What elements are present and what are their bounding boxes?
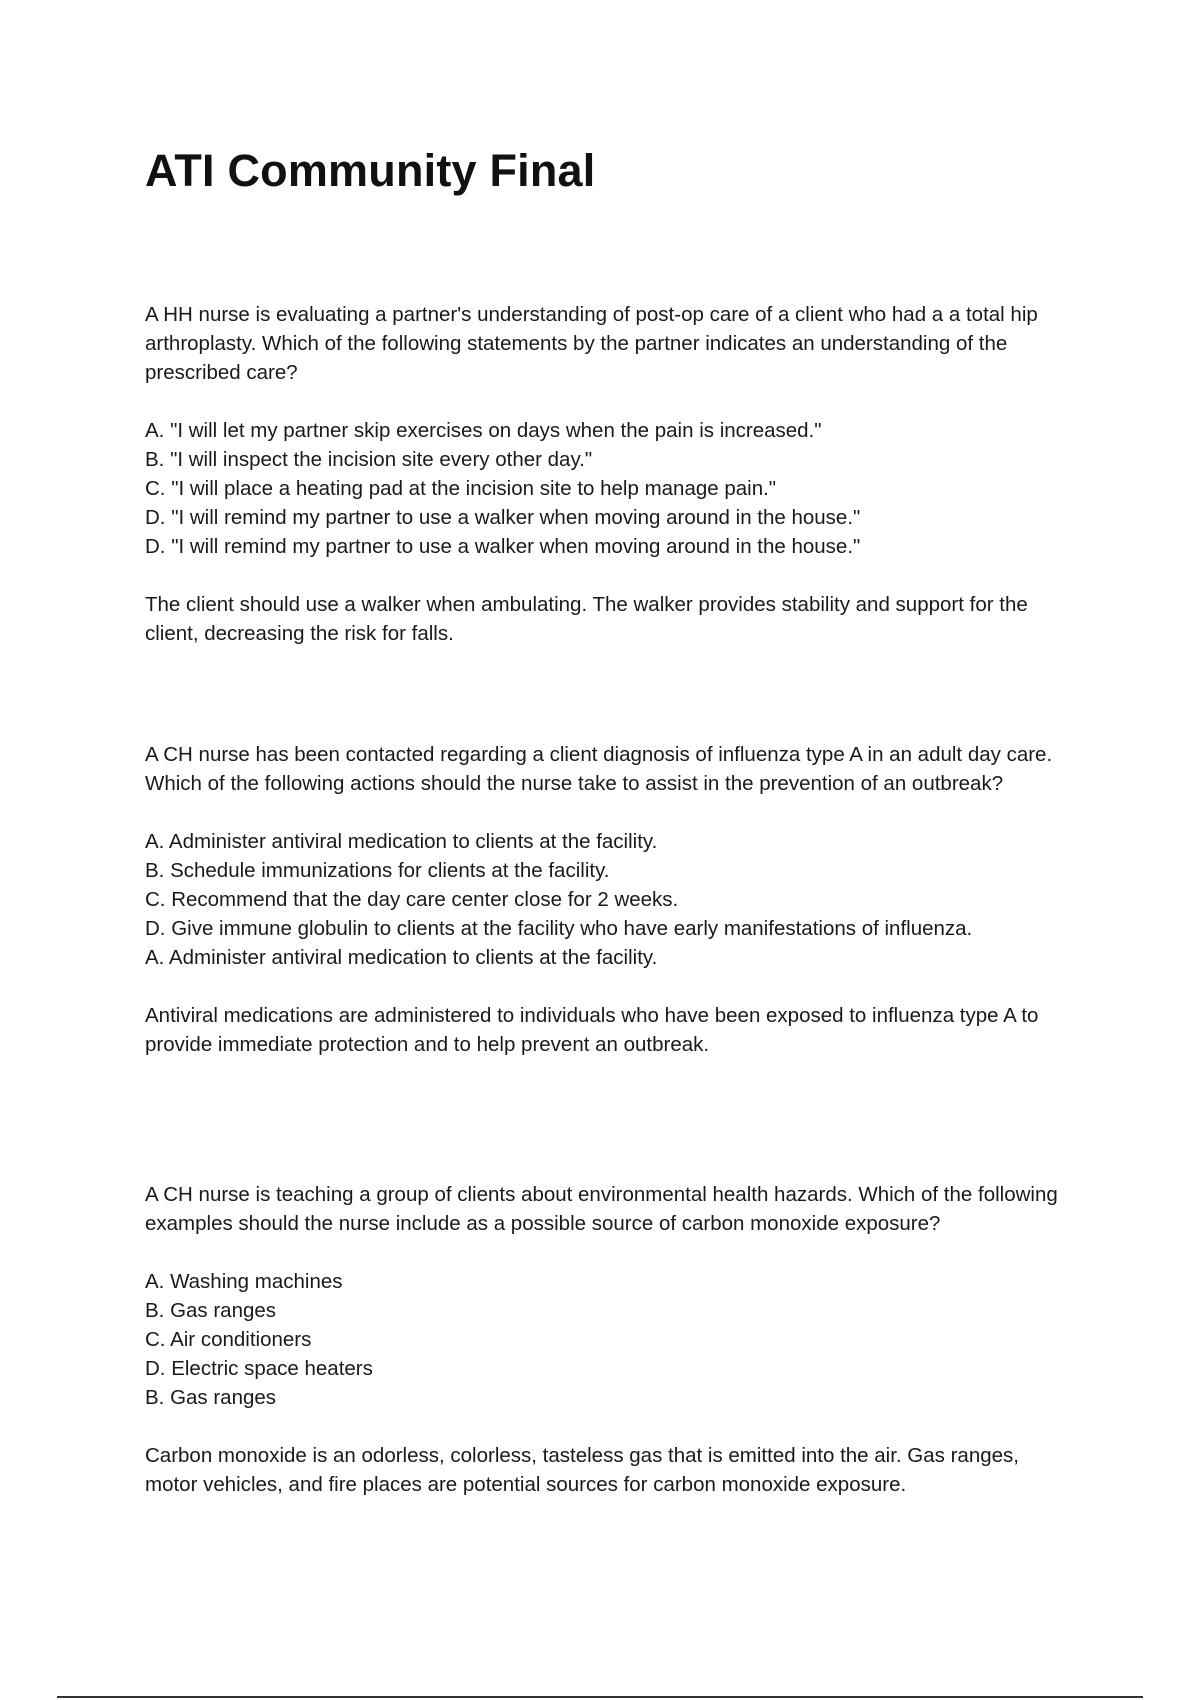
option-item: B. Schedule immunizations for clients at the facility. [145,859,610,882]
question-block [145,1180,1065,1499]
option-list [145,416,1065,561]
option-item: B. Gas ranges [145,1299,277,1322]
document-title: ATI Community Final [145,145,596,196]
option-item: C. "I will place a heating pad at the incision site to help manage pain." [145,477,777,500]
option-item: D. "I will remind my partner to use a walker when moving around in the house." [145,506,861,529]
option-item: A. Washing machines [145,1270,343,1293]
rationale-text: Antiviral medications are administered to individuals who have been exposed to influenza type A to provide immediate protection and to help prevent an outbreak. [145,1004,1039,1056]
question-block [145,740,1065,1059]
question-stem: A CH nurse has been contacted regarding a client diagnosis of influenza type A in an adult day care. Which of the following actions should the nurse take to assist in the prevention of an outbreak? [145,743,1053,795]
answer-line: D. "I will remind my partner to use a walker when moving around in the house." [145,535,861,558]
question-stem: A HH nurse is evaluating a partner's understanding of post-op care of a client who had a a total hip arthroplasty. Which of the following statements by the partner indicates an understanding of the prescribed care? [145,303,1038,384]
answer-line: A. Administer antiviral medication to clients at the facility. [145,946,658,969]
question-block [145,300,1065,648]
option-item: A. Administer antiviral medication to clients at the facility. [145,830,658,853]
option-item: C. Recommend that the day care center close for 2 weeks. [145,888,679,911]
rationale-text: The client should use a walker when ambulating. The walker provides stability and support for the client, decreasing the risk for falls. [145,593,1028,645]
footer-divider [57,1696,1143,1698]
option-list [145,1267,1065,1412]
option-item: B. "I will inspect the incision site every other day." [145,448,593,471]
option-list [145,827,1065,972]
option-item: C. Air conditioners [145,1328,312,1351]
option-item: D. Electric space heaters [145,1357,373,1380]
option-item: D. Give immune globulin to clients at the facility who have early manifestations of influenza. [145,917,973,940]
rationale-text: Carbon monoxide is an odorless, colorless, tasteless gas that is emitted into the air. Gas ranges, motor vehicles, and fire places are potential sources for carbon monoxide exposure. [145,1444,1019,1496]
option-item: A. "I will let my partner skip exercises on days when the pain is increased." [145,419,822,442]
answer-line: B. Gas ranges [145,1386,277,1409]
question-stem: A CH nurse is teaching a group of clients about environmental health hazards. Which of the following examples should the nurse include as a possible source of carbon monoxide exposure? [145,1183,1058,1235]
